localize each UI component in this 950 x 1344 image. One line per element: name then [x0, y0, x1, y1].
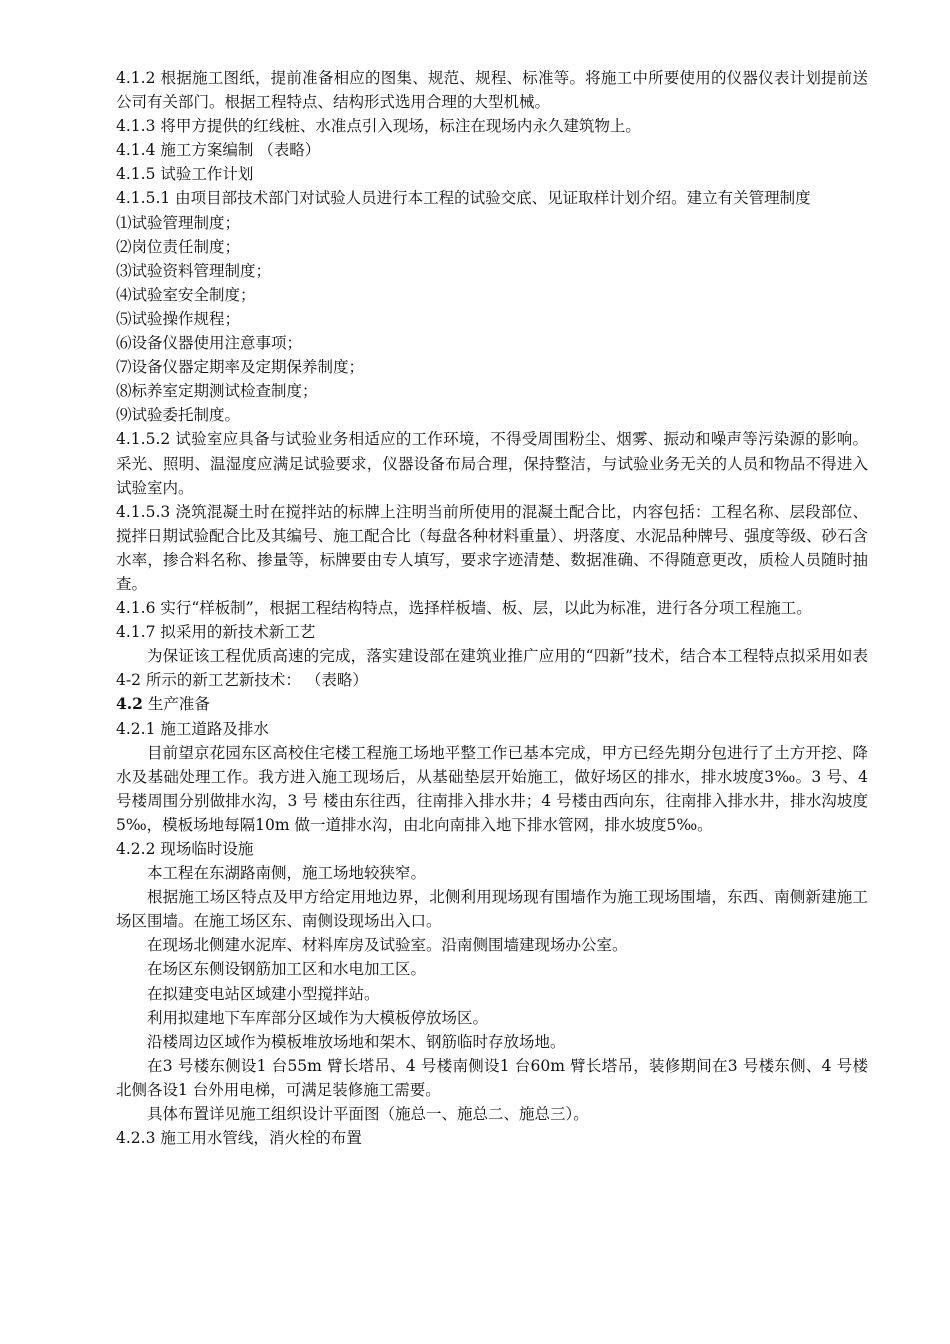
para-4-1-5-1: 4.1.5.1 由项目部技术部门对试验人员进行本工程的试验交底、见证取样计划介绍。建立有关管理制度 [116, 189, 811, 208]
list-item: ⑹设备仪器使用注意事项； [116, 334, 303, 353]
list-item: ⑸试验操作规程； [116, 309, 241, 328]
heading-4-2-3: 4.2.3 施工用水管线，消火栓的布置 [116, 1129, 362, 1148]
para-4-1-5-2: 4.1.5.2 试验室应具备与试验业务相适应的工作环境，不得受周围粉尘、烟雾、振动和噪声等污染源的影响。采光、照明、温湿度应满足试验要求，仪器设备布局合理，保持整洁，与试验业务无关的人员和物品不得进入试验室内。 [116, 430, 868, 497]
heading-4-1-5: 4.1.5 试验工作计划 [116, 165, 254, 184]
list-item: ⑶试验资料管理制度； [116, 261, 272, 280]
para-storage: 沿楼周边区域作为模板堆放场地和架木、钢筋临时存放场地。 [147, 1032, 566, 1051]
para-drainage: 目前望京花园东区高校住宅楼工程施工场地平整工作已基本完成，甲方已经先期分包进行了土方开挖、降水及基础处理工作。我方进入施工现场后，从基础垫层开始施工，做好场区的排水，排水坡度3‰。3 号、4 号楼周围分别做排水沟，3 号 楼由东往西，往南排入排水井；4 号楼由西向东，往南排入排水井，排水沟坡度5‰，模板场地每隔10m 做一道排水沟，由北向南排入地下排水管网，排水坡度5‰。 [116, 743, 868, 834]
document-body [116, 66, 868, 1150]
para-4-1-5-3: 4.1.5.3 浇筑混凝土时在搅拌站的标牌上注明当前所使用的混凝土配合比，内容包括：工程名称、层段部位、搅拌日期试验配合比及其编号、施工配合比（每盘各种材料重量）、坍落度、水泥品种牌号、强度等级、砂石含水率，掺合料名称、掺量等，标牌要由专人填写，要求字迹清楚、数据准确、不得随意更改，质检人员随时抽查。 [116, 502, 868, 593]
list-item: ⑺设备仪器定期率及定期保养制度； [116, 358, 365, 377]
para-cranes: 在3 号楼东侧设1 台55m 臂长塔吊、4 号楼南侧设1 台60m 臂长塔吊，装修期间在3 号楼东侧、4 号楼北侧各设1 台外用电梯，可满足装修施工需要。 [116, 1056, 868, 1099]
para-processing: 在场区东侧设钢筋加工区和水电加工区。 [147, 960, 427, 979]
heading-4-2-2: 4.2.2 现场临时设施 [116, 840, 254, 858]
para-4-1-2: 4.1.2 根据施工图纸，提前准备相应的图集、规范、规程、标准等。将施工中所要使用的仪器仪表计划提前送公司有关部门。根据工程特点、结构形式选用合理的大型机械。 [116, 69, 868, 112]
list-item: ⑵岗位责任制度； [116, 237, 241, 256]
para-4-1-3: 4.1.3 将甲方提供的红线桩、水准点引入现场，标注在现场内永久建筑物上。 [116, 117, 641, 136]
section-title: 生产准备 [142, 695, 210, 714]
para-site: 本工程在东湖路南侧，施工场地较狭窄。 [147, 864, 427, 883]
section-heading-4-2 [116, 692, 868, 716]
para-4-1-4: 4.1.4 施工方案编制 （表略） [116, 141, 321, 160]
para-4-1-6: 4.1.6 实行“样板制”，根据工程结构特点，选择样板墙、板、层，以此为标准，进行各分项工程施工。 [116, 599, 812, 618]
para-new-tech: 为保证该工程优质高速的完成，落实建设部在建筑业推广应用的“四新”技术，结合本工程特点拟采用如表4-2 所示的新工艺新技术： （表略） [116, 647, 868, 690]
list-item: ⑻标养室定期测试检查制度； [116, 382, 318, 401]
heading-4-2-1: 4.2.1 施工道路及排水 [116, 719, 269, 738]
para-warehouse: 在现场北侧建水泥库、材料库房及试验室。沿南侧围墙建现场办公室。 [147, 936, 628, 955]
para-formwork-area: 利用拟建地下车库部分区域作为大模板停放场区。 [147, 1008, 489, 1027]
section-number: 4.2 [116, 694, 143, 714]
heading-4-1-7: 4.1.7 拟采用的新技术新工艺 [116, 623, 316, 642]
list-item: ⑷试验室安全制度； [116, 285, 256, 304]
list-item: ⑼试验委托制度。 [116, 406, 241, 425]
para-fence: 根据施工场区特点及甲方给定用地边界，北侧利用现场现有围墙作为施工现场围墙，东西、南侧新建施工场区围墙。在施工场区东、南侧设现场出入口。 [116, 888, 868, 931]
list-item: ⑴试验管理制度； [116, 213, 241, 232]
para-layout-ref: 具体布置详见施工组织设计平面图（施总一、施总二、施总三）。 [147, 1105, 589, 1124]
para-mixing: 在拟建变电站区域建小型搅拌站。 [147, 984, 380, 1003]
